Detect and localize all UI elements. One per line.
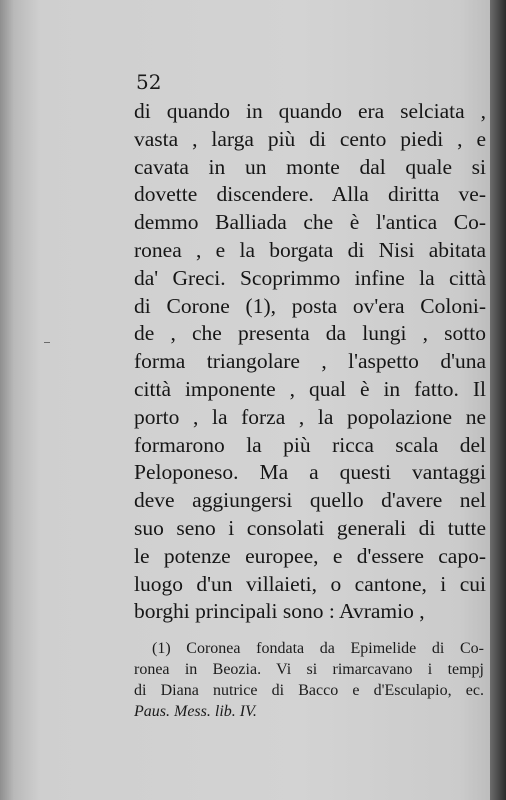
text-line: ronea , e la borgata di Nisi abitata [134,237,486,262]
text-line: vasta , larga più di cento piedi , e [134,126,486,151]
text-line: formarono la più ricca scala del [134,432,486,457]
text-line: cavata in un monte dal quale si [134,154,486,179]
text-line: deve aggiungersi quello d'avere nel [134,488,486,513]
footnote-line: ronea in Beozia. Vi si rimarcavano i tempj [134,661,484,678]
text-line: forma triangolare , l'aspetto d'una [134,349,486,374]
footnote [134,638,484,722]
body-text [134,98,486,626]
text-line: dovette discendere. Alla diritta ve- [134,182,486,207]
text-line: de , che presenta da lungi , sotto [134,321,486,346]
text-line: demmo Balliada che è l'antica Co- [134,210,486,235]
footnote-line: di Diana nutrice di Bacco e d'Esculapio, ec. [134,682,484,699]
text-line: città imponente , qual è in fatto. Il [134,376,486,401]
text-line: da' Greci. Scoprimmo infine la città [134,265,486,290]
text-line: luogo d'un villaieti, o cantone, i cui [134,571,486,596]
text-line: le potenze europee, e d'essere capo- [134,543,486,568]
text-line: porto , la forza , la popolazione ne [134,404,486,429]
text-line: borghi principali sono : Avramio , [134,599,425,624]
text-line: di Corone (1), posta ov'era Coloni- [134,293,486,318]
text-line: suo seno i consolati generali di tutte [134,515,486,540]
text-line: Peloponeso. Ma a questi vantaggi [134,460,486,485]
text-line: di quando in quando era selciata , [134,99,486,123]
footnote-line: (1) Coronea fondata da Epimelide di Co- [152,640,484,657]
margin-mark [44,342,50,343]
page-edge-shadow [490,0,506,800]
page-number: 52 [136,70,162,94]
footnote-citation: Paus. Mess. lib. IV. [134,703,257,720]
